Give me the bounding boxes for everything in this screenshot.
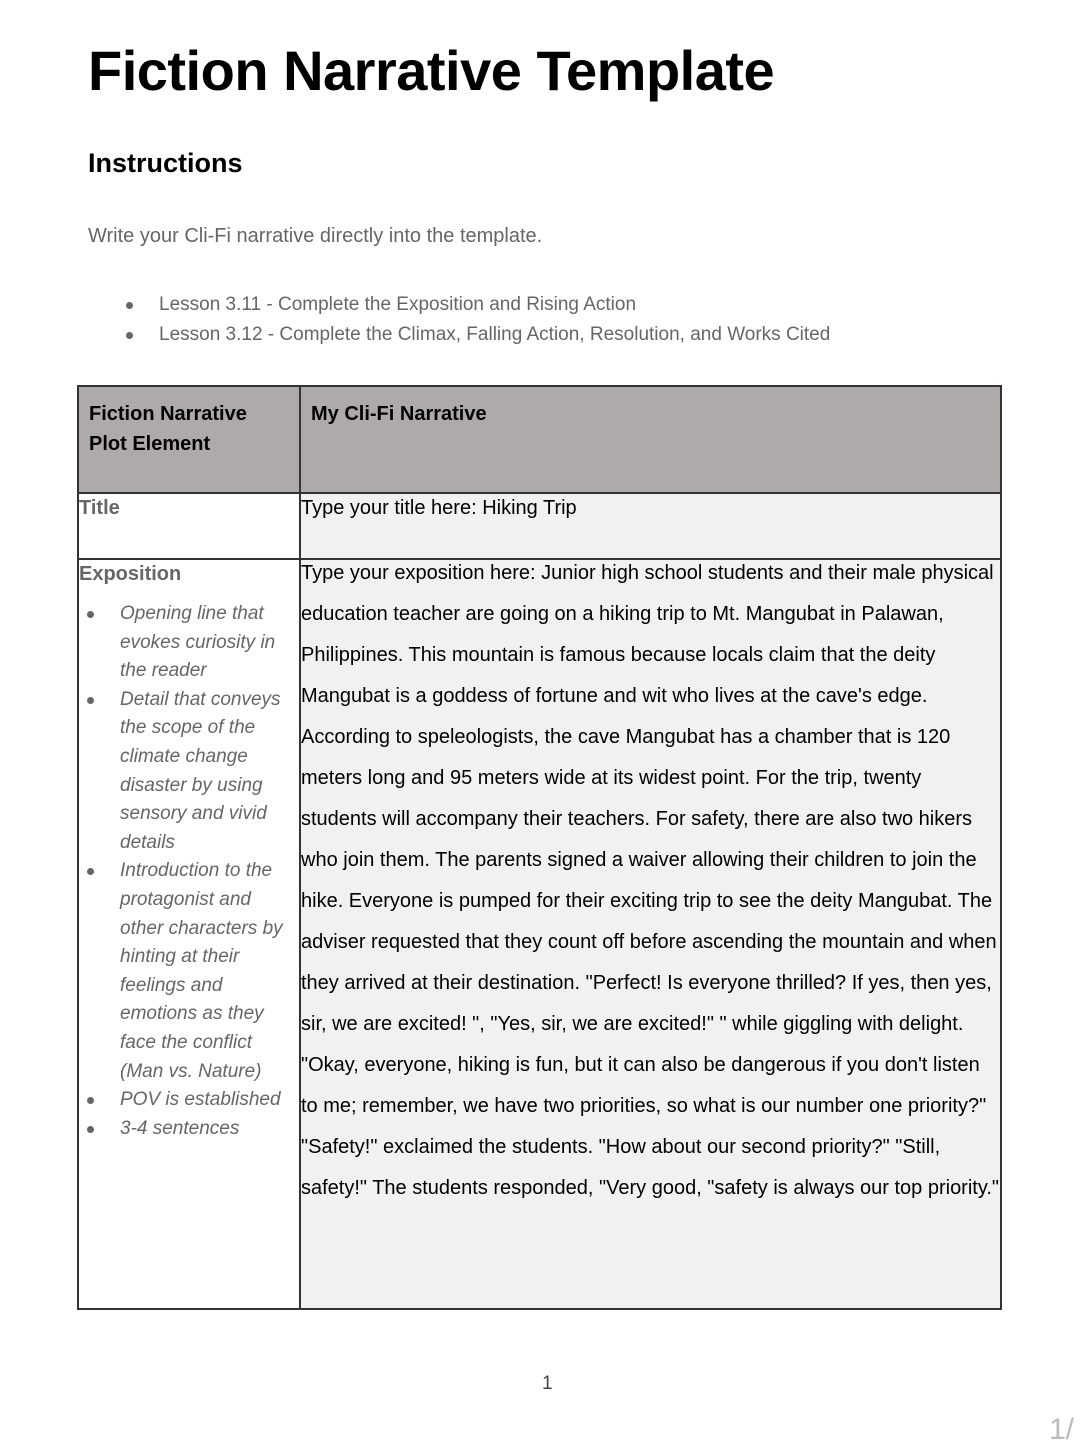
bullet-icon (87, 611, 94, 618)
table-row-exposition (78, 559, 1001, 1309)
header-plot-element-label: Fiction Narrative Plot Element (89, 403, 247, 455)
guideline-item (79, 600, 299, 686)
guideline-item (79, 1086, 299, 1115)
lesson-list (88, 290, 830, 350)
guideline-item (79, 1115, 299, 1144)
instruction-text: Write your Cli-Fi narrative directly into the template. (88, 225, 543, 247)
bullet-icon (87, 697, 94, 704)
page-number: 1 (542, 1373, 553, 1394)
lesson-item (88, 320, 830, 350)
bullet-icon (87, 1126, 94, 1133)
header-cell-narrative (300, 386, 1001, 493)
exposition-content[interactable]: Type your exposition here: Junior high school students and their male physical education teacher are going on a hiking trip to Mt. Mangubat in Palawan, Philippines. This mountain is famous because locals claim that the deity Mangubat is a goddess of fortune and wit who lives at the cave's edge. According to speleologists, the cave Mangubat has a chamber that is 120 meters long and 95 meters wide at its widest point. For the trip, twenty students will accompany their teachers. For safety, there are also two hikers who join them. The parents signed a waiver allowing their children to join the hike. Everyone is pumped for their exciting trip to see the deity Mangubat. The adviser requested that they count off before ascending the mountain and when they arrived at their destination. "Perfect! Is everyone thrilled? If yes, then yes, sir, we are excited! ", "Yes, sir, we are excited!" " while giggling with delight. "Okay, everyone, hiking is fun, but it can also be dangerous if you don't listen to me; remember, we have two priorities, so what is our number one priority?" "Safety!" exclaimed the students. "How about our second priority?" "Still, safety!" The students responded, "Very good, "safety is always our top priority." (301, 562, 1000, 1199)
header-cell-plot-element (78, 386, 300, 493)
guideline-item (79, 686, 299, 858)
guideline-text: Opening line that evokes curiosity in the reader (120, 603, 276, 682)
row-label-title: Title (79, 497, 120, 519)
table-row-title (78, 493, 1001, 559)
bullet-icon (126, 332, 133, 339)
lesson-item-text: Lesson 3.12 - Complete the Climax, Falling Action, Resolution, and Works Cited (159, 324, 831, 345)
table-header-row (78, 386, 1001, 493)
row-label-cell (78, 493, 300, 559)
narrative-table (77, 385, 1002, 1310)
row-label-exposition: Exposition (79, 563, 182, 585)
bullet-icon (87, 1097, 94, 1104)
guideline-text: Introduction to the protagonist and other characters by hinting at their feelings and emotions as they face the conflict (Man vs. Nature) (120, 860, 283, 1082)
instructions-heading: Instructions (88, 148, 243, 178)
exposition-content-cell[interactable] (300, 559, 1001, 1309)
guideline-text: Detail that conveys the scope of the climate change disaster by using sensory and vivid details (120, 688, 281, 853)
title-content-cell[interactable] (300, 493, 1001, 559)
header-narrative-label: My Cli-Fi Narrative (311, 403, 487, 425)
bullet-icon (126, 302, 133, 309)
lesson-item-text: Lesson 3.11 - Complete the Exposition and Rising Action (159, 294, 637, 315)
guideline-text: POV is established (120, 1089, 281, 1111)
guideline-text: 3-4 sentences (120, 1117, 240, 1139)
guideline-item (79, 857, 299, 1086)
document-title: Fiction Narrative Template (88, 39, 775, 102)
exposition-guidelines (79, 600, 299, 1143)
lesson-item (88, 290, 830, 320)
page-indicator: 1/ (1049, 1413, 1075, 1446)
bullet-icon (87, 868, 94, 875)
title-content[interactable]: Type your title here: Hiking Trip (301, 497, 577, 519)
row-label-cell (78, 559, 300, 1309)
